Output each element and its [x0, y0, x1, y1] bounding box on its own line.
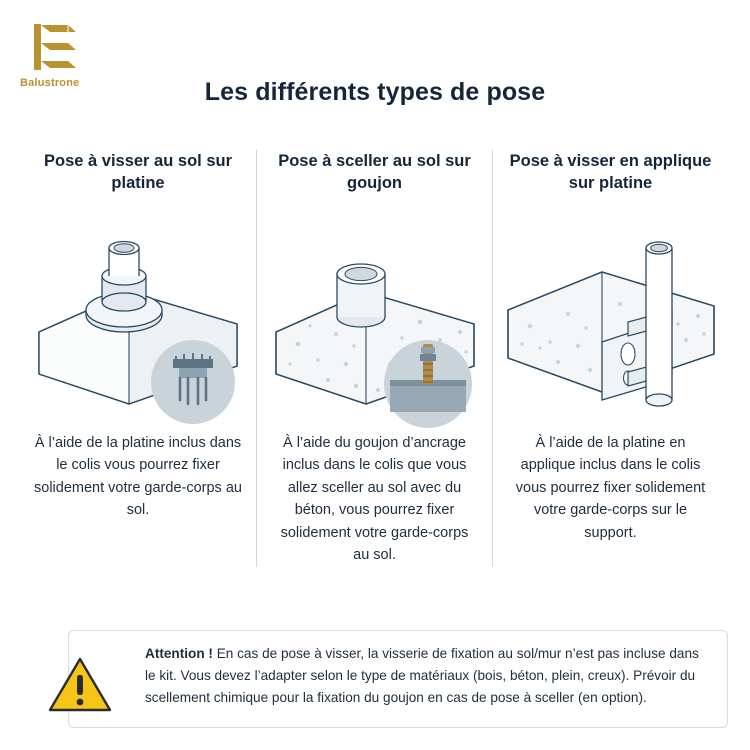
- side-mounted-base-plate-illustration: [499, 214, 722, 432]
- attention-box: [68, 630, 728, 728]
- base-plate-screw-detail: [151, 340, 235, 424]
- column-visser-sol-platine: [20, 150, 256, 567]
- attention-label: Attention !: [145, 646, 213, 661]
- brand-name: Balustrone: [20, 77, 80, 89]
- column-title: Pose à visser au sol sur platine: [43, 152, 233, 193]
- column-description: À l’aide du goujon d’ancrage inclus dans le colis que vous allez sceller au sol avec du béton, vous pourrez fixer solidement votre garde-corps au sol.: [280, 435, 469, 564]
- column-description: À l’aide de la platine en applique inclus dans le colis vous pourrez fixer solidement votre garde-corps sur le support.: [515, 435, 706, 541]
- pose-types-columns: [20, 150, 730, 567]
- column-description: À l’aide de la platine inclus dans le colis vous pourrez fixer solidement votre garde-corps au sol.: [34, 435, 242, 519]
- warning-triangle-icon: [47, 655, 113, 715]
- column-title: Pose à visser en applique sur platine: [509, 152, 712, 193]
- attention-body: En cas de pose à visser, la visserie de fixation au sol/mur n’est pas incluse dans le kit. Vous devez l’adapter selon le type de matériaux (bois, béton, plein, creux). Prévoir du scellement chimique pour la fixation du goujon en cas de pose à sceller (en option).: [145, 646, 699, 706]
- post-sealed-on-stud-illustration: [263, 214, 486, 432]
- logo-mark-icon: [28, 22, 84, 74]
- page-title: Les différents types de pose: [204, 78, 546, 106]
- column-visser-applique-platine: [492, 150, 728, 567]
- post-on-base-plate-illustration: [26, 214, 250, 432]
- attention-text: [145, 643, 711, 709]
- logo-glyph-icon: [28, 22, 84, 74]
- column-title: Pose à sceller au sol sur goujon: [278, 152, 471, 193]
- column-sceller-sol-goujon: [256, 150, 492, 567]
